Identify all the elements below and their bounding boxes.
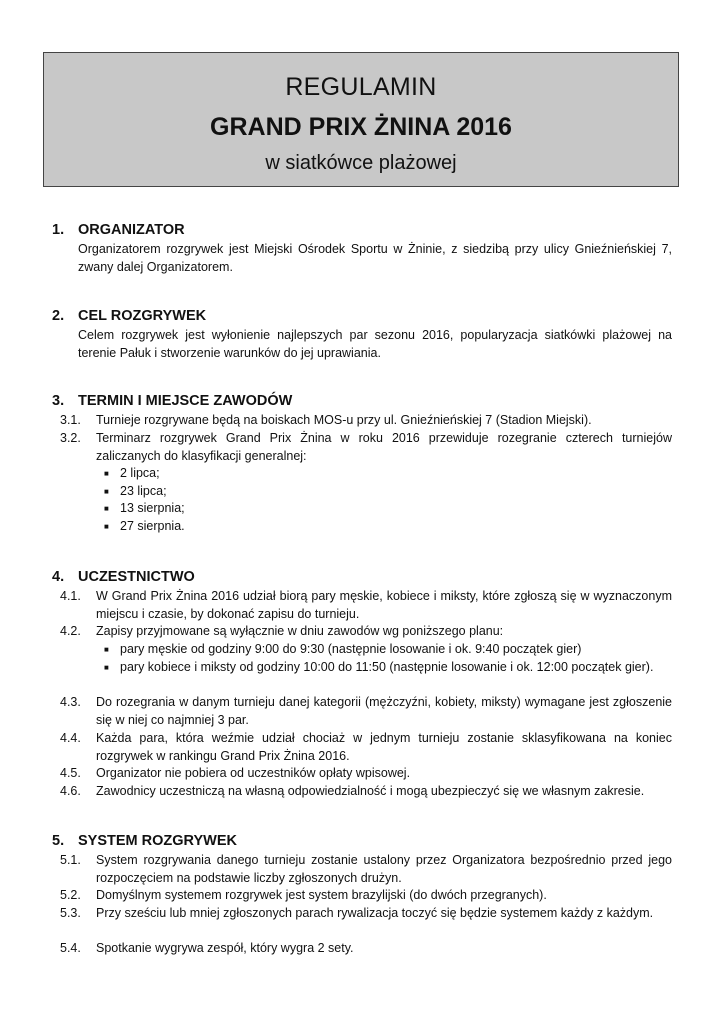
list-item: 5.4. Spotkanie wygrywa zespół, który wygra 2 sety. bbox=[60, 941, 354, 955]
section-text-cel: Celem rozgrywek jest wyłonienie najlepszych par sezonu 2016, popularyzacja siatkówki plażowej na terenie Pałuk i stworzenie warunków do jej uprawiania. bbox=[78, 328, 672, 360]
list-item: 4.3. Do rozegrania w danym turnieju danej kategorii (mężczyźni, kobiety, miksty) wymagane jest zgłoszenie się w niej co najmniej 3 par. bbox=[60, 695, 672, 727]
list-item: 3.1. Turnieje rozgrywane będą na boiskach MOS-u przy ul. Gnieźnieńskiej 7 (Stadion Miejski). bbox=[60, 413, 592, 427]
document-caption: w siatkówce plażowej bbox=[265, 152, 457, 174]
section-heading-system: 5. SYSTEM ROZGRYWEK bbox=[52, 833, 237, 849]
title-box bbox=[43, 52, 679, 187]
section-text-organizator: Organizatorem rozgrywek jest Miejski Ośrodek Sportu w Żninie, z siedzibą przy ulicy Gnieźnieńskiej 7, zwany dalej Organizatorem. bbox=[78, 242, 672, 274]
list-item: 4.1. W Grand Prix Żnina 2016 udział biorą pary męskie, kobiece i miksty, które zgłoszą się w wyznaczonym miejscu i czasie, by dokonać zapisu do turnieju. bbox=[60, 589, 672, 621]
bullet-item: ■ 27 sierpnia. bbox=[104, 519, 185, 533]
list-item: 3.2. Terminarz rozgrywek Grand Prix Żnina w roku 2016 przewiduje rozegranie czterech turniejów zaliczanych do klasyfikacji generalnej: bbox=[60, 431, 672, 463]
list-item: 5.2. Domyślnym systemem rozgrywek jest system brazylijski (do dwóch przegranych). bbox=[60, 888, 547, 902]
bullet-item: ■ 2 lipca; bbox=[104, 466, 160, 480]
section-heading-organizator: 1. ORGANIZATOR bbox=[52, 222, 185, 238]
bullet-item: ■ pary męskie od godziny 9:00 do 9:30 (następnie losowanie i ok. 9:40 początek gier) bbox=[104, 642, 582, 656]
list-item: 4.5. Organizator nie pobiera od uczestników opłaty wpisowej. bbox=[60, 766, 411, 780]
section-heading-uczestnictwo: 4. UCZESTNICTWO bbox=[52, 569, 195, 585]
bullet-item: ■ pary kobiece i miksty od godziny 10:00 do 11:50 (następnie losowanie i ok. 12:00 początek gier). bbox=[104, 660, 654, 674]
document-subtitle: GRAND PRIX ŻNINA 2016 bbox=[210, 113, 512, 141]
list-item: 5.3. Przy sześciu lub mniej zgłoszonych parach rywalizacja toczyć się będzie systemem każdy z każdym. bbox=[60, 906, 654, 920]
list-item: 5.1. System rozgrywania danego turnieju zostanie ustalony przez Organizatora bezpośrednio przed jego rozpoczęciem na podstawie liczby zgłoszonych drużyn. bbox=[60, 853, 672, 885]
bullet-item: ■ 13 sierpnia; bbox=[104, 501, 185, 515]
document-title: REGULAMIN bbox=[285, 73, 437, 101]
bullet-item: ■ 23 lipca; bbox=[104, 484, 167, 498]
section-heading-termin: 3. TERMIN I MIEJSCE ZAWODÓW bbox=[52, 393, 293, 409]
list-item: 4.2. Zapisy przyjmowane są wyłącznie w dniu zawodów wg poniższego planu: bbox=[60, 624, 504, 638]
list-item: 4.6. Zawodnicy uczestniczą na własną odpowiedzialność i mogą ubezpieczyć się we własnym zakresie. bbox=[60, 784, 645, 798]
section-heading-cel: 2. CEL ROZGRYWEK bbox=[52, 308, 207, 324]
list-item: 4.4. Każda para, która weźmie udział chociaż w jednym turnieju zostanie sklasyfikowana na koniec rozgrywek w rankingu Grand Prix Żnina 2016. bbox=[60, 731, 672, 763]
